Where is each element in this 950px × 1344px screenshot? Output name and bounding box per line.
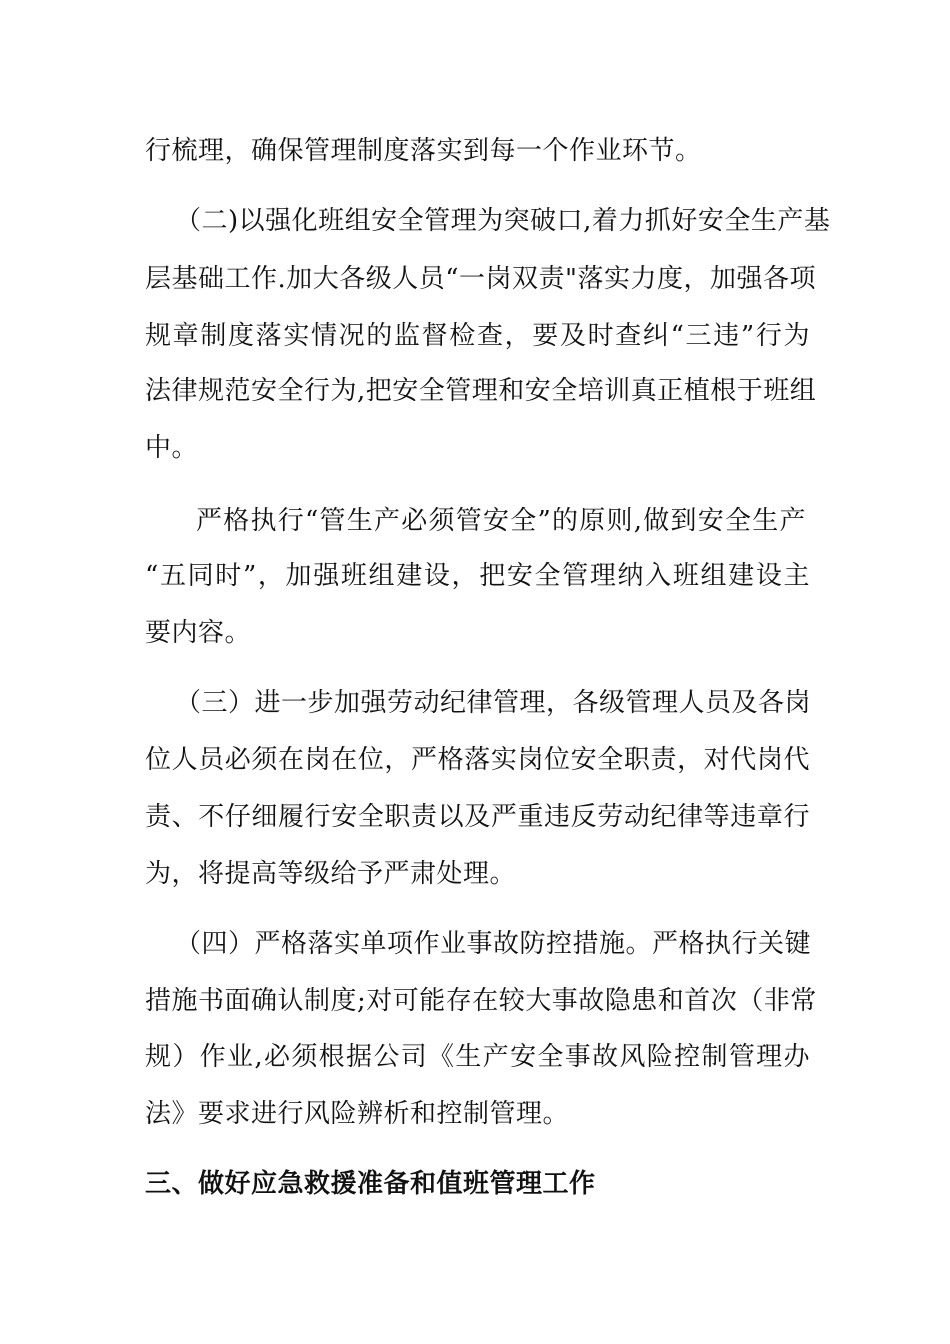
paragraph-line: 规章制度落实情况的监督检查，要及时查纠“三违”行为: [145, 321, 810, 351]
paragraph-line: 责、不仔细履行安全职责以及严重违反劳动纪律等违章行: [145, 802, 810, 832]
paragraph-line: （三）进一步加强劳动纪律管理，各级管理人员及各岗: [175, 688, 812, 718]
paragraph-line: 法》要求进行风险辨析和控制管理。: [145, 1099, 570, 1129]
paragraph-line: （四）严格落实单项作业事故防控措施。严格执行关键: [175, 929, 812, 959]
paragraph-line: “五同时”，加强班组建设，把安全管理纳入班组建设主: [145, 561, 810, 591]
paragraph-line: 严格执行“管生产必须管安全”的原则,做到安全生产: [196, 506, 806, 536]
paragraph-line: 层基础工作.加大各级人员“一岗双责"落实力度，加强各项: [145, 264, 817, 294]
paragraph-line: （二)以强化班组安全管理为突破口,着力抓好安全生产基: [175, 206, 831, 236]
paragraph-line: 为，将提高等级给予严肃处理。: [145, 859, 517, 889]
paragraph-line: 要内容。: [145, 618, 252, 648]
paragraph-line: 位人员必须在岗在位，严格落实岗位安全职责，对代岗代: [145, 745, 810, 775]
paragraph-line: 规）作业,必须根据公司《生产安全事故风险控制管理办: [145, 1042, 810, 1072]
paragraph-line: 行梳理，确保管理制度落实到每一个作业环节。: [145, 136, 702, 166]
paragraph-line: 措施书面确认制度;对可能存在较大事故隐患和首次（非常: [145, 986, 817, 1016]
paragraph-line: 法律规范安全行为,把安全管理和安全培训真正植根于班组: [145, 376, 817, 406]
section-heading: 三、做好应急救援准备和值班管理工作: [145, 1169, 596, 1199]
paragraph-line: 中。: [145, 433, 199, 463]
